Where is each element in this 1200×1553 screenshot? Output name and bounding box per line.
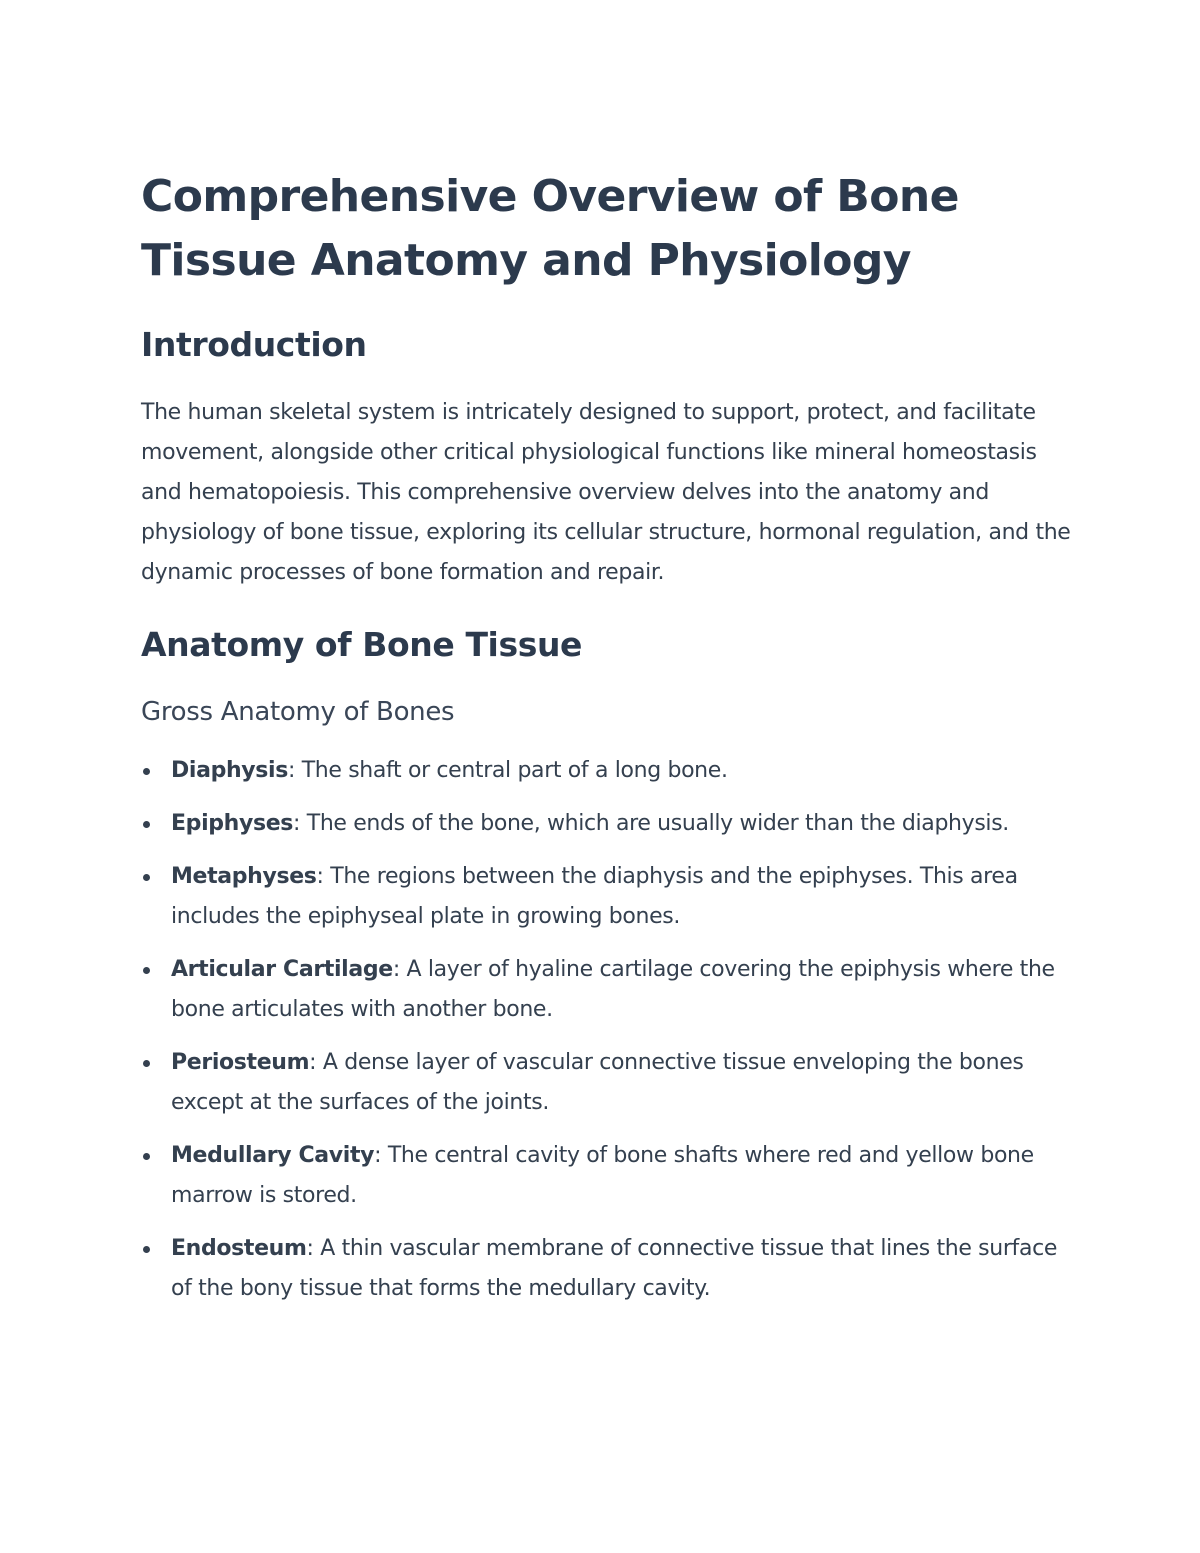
list-item (141, 857, 1071, 937)
list-item (141, 1229, 1071, 1309)
document-title: Comprehensive Overview of Bone Tissue Anatomy and Physiology (141, 171, 959, 286)
list-item (141, 751, 1071, 791)
introduction-heading: Introduction (141, 325, 367, 364)
bone-parts-list (141, 751, 1071, 1309)
list-item-term: Endosteum (171, 1236, 307, 1261)
gross-anatomy-subheading: Gross Anatomy of Bones (141, 697, 455, 727)
list-item-desc: : The regions between the diaphysis and the epiphyses. This area includes the epiphyseal plate in growing bones. (171, 864, 1018, 929)
list-item-term: Metaphyses (171, 864, 317, 889)
list-item-term: Articular Cartilage (171, 957, 393, 982)
list-item-desc: : The shaft or central part of a long bone. (287, 758, 728, 783)
introduction-paragraph: The human skeletal system is intricately designed to support, protect, and facilitate movement, alongside other critical physiological functions like mineral homeostasis and hematopoiesis. This comprehensive overview delves into the anatomy and physiology of bone tissue, exploring its cellular structure, hormonal regulation, and the dynamic processes of bone formation and repair. (141, 400, 1071, 585)
list-item (141, 804, 1071, 844)
list-item-desc: : The ends of the bone, which are usually wider than the diaphysis. (293, 811, 1009, 836)
list-item (141, 1136, 1071, 1216)
list-item (141, 1043, 1071, 1123)
list-item-term: Epiphyses (171, 811, 294, 836)
bullet-icon (143, 1153, 150, 1160)
bullet-icon (143, 821, 150, 828)
list-item-term: Medullary Cavity (171, 1143, 375, 1168)
bullet-icon (143, 874, 150, 881)
document-page (141, 165, 1071, 1322)
list-item-desc: : A layer of hyaline cartilage covering the epiphysis where the bone articulates with another bone. (171, 957, 1055, 1022)
list-item-term: Periosteum (171, 1050, 310, 1075)
list-item-desc: : A thin vascular membrane of connective tissue that lines the surface of the bony tissue that forms the medullary cavity. (171, 1236, 1058, 1301)
bullet-icon (143, 1060, 150, 1067)
list-item (141, 950, 1071, 1030)
bullet-icon (143, 768, 150, 775)
list-item-term: Diaphysis (171, 758, 288, 783)
bullet-icon (143, 1246, 150, 1253)
list-item-desc: : A dense layer of vascular connective tissue enveloping the bones except at the surfaces of the joints. (171, 1050, 1024, 1115)
bullet-icon (143, 967, 150, 974)
list-item-desc: : The central cavity of bone shafts where red and yellow bone marrow is stored. (171, 1143, 1034, 1208)
anatomy-heading: Anatomy of Bone Tissue (141, 625, 583, 664)
